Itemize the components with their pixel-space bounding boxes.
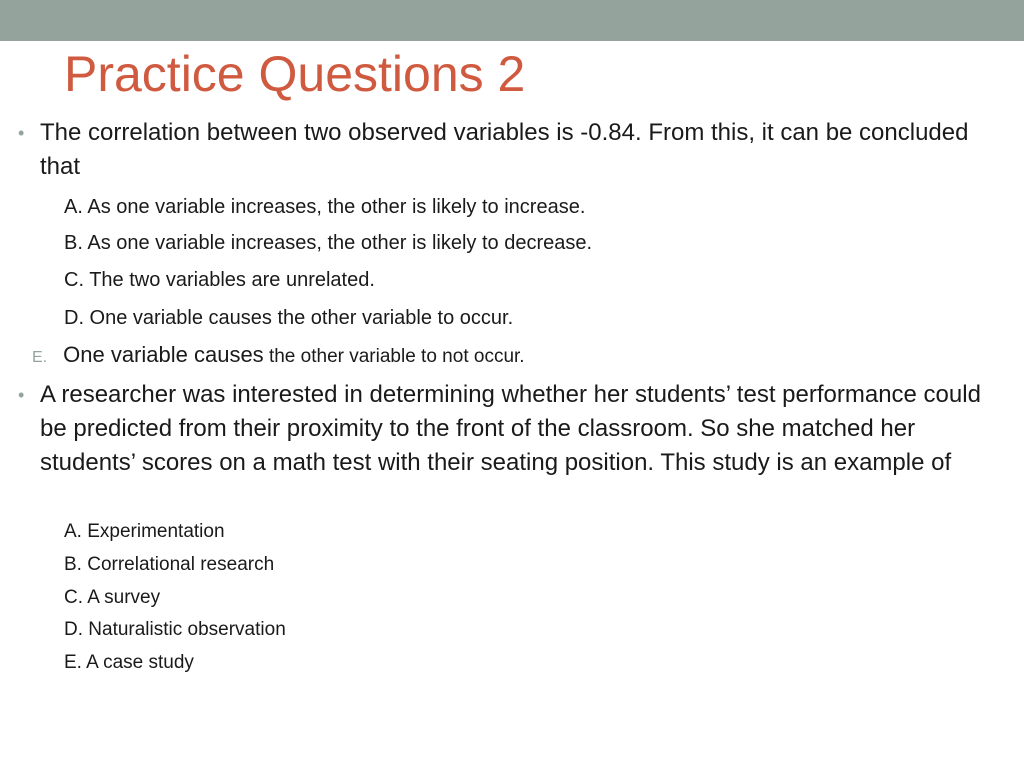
question-2-option-c: C. A survey	[64, 587, 161, 608]
option-e-text-large: One variable causes	[63, 342, 264, 367]
bullet-icon: •	[18, 123, 25, 143]
question-1-option-e	[32, 340, 525, 373]
question-1-option-b: B. As one variable increases, the other is likely to decrease.	[64, 232, 593, 254]
question-2-option-a: A. Experimentation	[64, 521, 225, 542]
option-e-text-small: the other variable to not occur.	[263, 346, 525, 367]
question-1-text: The correlation between two observed variables is -0.84. From this, it can be concluded that	[40, 119, 969, 180]
question-2-option-b: B. Correlational research	[64, 554, 275, 575]
option-e-letter: E.	[32, 349, 48, 366]
question-1-option-a: A. As one variable increases, the other is likely to increase.	[64, 196, 586, 218]
question-2-option-d: D. Naturalistic observation	[64, 619, 286, 640]
question-1-option-c: C. The two variables are unrelated.	[64, 269, 375, 291]
slide-title: Practice Questions 2	[64, 46, 526, 102]
question-1-option-d: D. One variable causes the other variable to occur.	[64, 307, 514, 329]
bullet-icon: •	[18, 385, 25, 405]
question-2-text: A researcher was interested in determining whether her students’ test performance could be predicted from their proximity to the front of the classroom. So she matched her students’ scores on a math test with their seating position. This study is an example of	[40, 381, 981, 476]
question-2-option-e: E. A case study	[64, 652, 194, 673]
